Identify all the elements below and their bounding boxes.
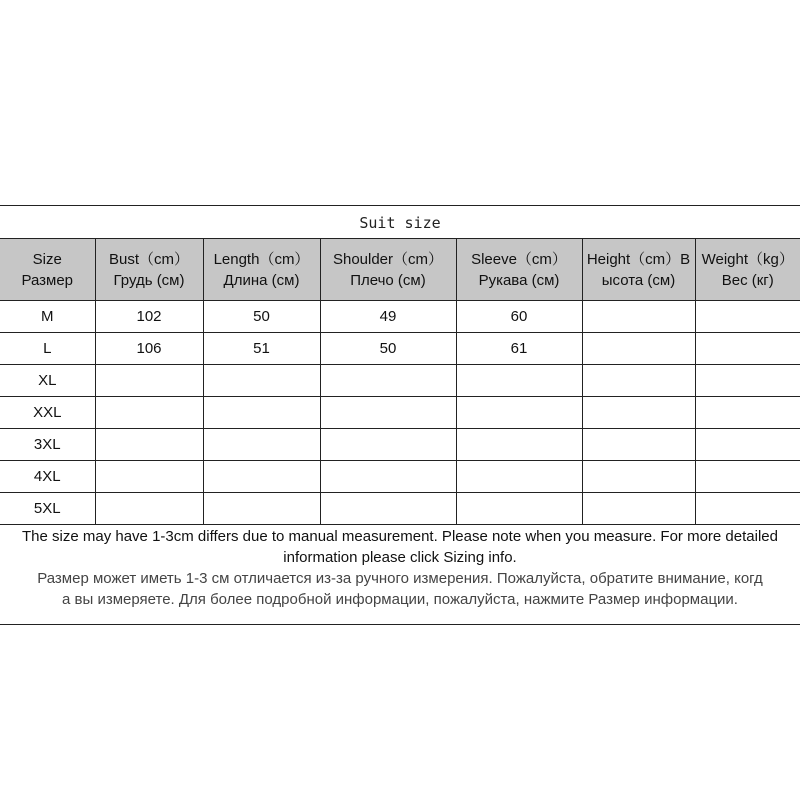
cell-shoulder <box>320 429 456 461</box>
measurement-note <box>0 526 800 610</box>
cell-sleeve <box>456 493 582 525</box>
note-russian-line2: а вы измеряете. Для более подробной информации, пожалуйста, нажмите Размер информации. <box>62 591 738 608</box>
cell-size: 4XL <box>0 461 95 493</box>
cell-bust: 102 <box>95 301 203 333</box>
cell-bust <box>95 461 203 493</box>
cell-bust <box>95 429 203 461</box>
cell-height <box>582 333 695 365</box>
cell-weight <box>695 333 800 365</box>
cell-weight <box>695 397 800 429</box>
header-bust: Bust（cm） Грудь (см) <box>95 239 203 301</box>
cell-sleeve <box>456 397 582 429</box>
cell-shoulder: 49 <box>320 301 456 333</box>
cell-length <box>203 461 320 493</box>
cell-size: 3XL <box>0 429 95 461</box>
size-chart <box>0 205 800 625</box>
cell-bust <box>95 397 203 429</box>
cell-size: XXL <box>0 397 95 429</box>
cell-weight <box>695 301 800 333</box>
cell-shoulder: 50 <box>320 333 456 365</box>
cell-shoulder <box>320 365 456 397</box>
cell-height <box>582 365 695 397</box>
table-row <box>0 429 800 461</box>
cell-bust <box>95 365 203 397</box>
chart-title: Suit size <box>359 214 441 232</box>
header-size: Size Размер <box>0 239 95 301</box>
header-row <box>0 239 800 301</box>
cell-size: L <box>0 333 95 365</box>
cell-length: 50 <box>203 301 320 333</box>
header-length: Length（cm） Длина (см) <box>203 239 320 301</box>
cell-shoulder <box>320 461 456 493</box>
cell-sleeve <box>456 461 582 493</box>
cell-size: M <box>0 301 95 333</box>
cell-height <box>582 301 695 333</box>
cell-length <box>203 365 320 397</box>
cell-sleeve <box>456 365 582 397</box>
cell-weight <box>695 429 800 461</box>
cell-weight <box>695 461 800 493</box>
cell-size: XL <box>0 365 95 397</box>
cell-height <box>582 397 695 429</box>
cell-length <box>203 493 320 525</box>
cell-length: 51 <box>203 333 320 365</box>
cell-height <box>582 461 695 493</box>
header-shoulder: Shoulder（cm） Плечо (см) <box>320 239 456 301</box>
cell-size: 5XL <box>0 493 95 525</box>
header-sleeve: Sleeve（cm） Рукава (см) <box>456 239 582 301</box>
cell-sleeve <box>456 429 582 461</box>
note-english: The size may have 1-3cm differs due to manual measurement. Please note when you measure. For more detailed information please click Sizing info. <box>22 528 778 566</box>
size-table <box>0 238 800 525</box>
header-weight: Weight（kg） Вес (кг) <box>695 239 800 301</box>
table-row <box>0 493 800 525</box>
cell-length <box>203 397 320 429</box>
table-row <box>0 365 800 397</box>
cell-bust <box>95 493 203 525</box>
cell-sleeve: 61 <box>456 333 582 365</box>
note-russian-line1: Размер может иметь 1-3 см отличается из-за ручного измерения. Пожалуйста, обратите внимание, когд <box>37 570 763 587</box>
cell-height <box>582 493 695 525</box>
table-row <box>0 461 800 493</box>
cell-length <box>203 429 320 461</box>
cell-weight <box>695 365 800 397</box>
cell-sleeve: 60 <box>456 301 582 333</box>
table-row <box>0 301 800 333</box>
cell-shoulder <box>320 493 456 525</box>
header-height: Height（cm）В ысота (см) <box>582 239 695 301</box>
cell-shoulder <box>320 397 456 429</box>
cell-height <box>582 429 695 461</box>
cell-weight <box>695 493 800 525</box>
cell-bust: 106 <box>95 333 203 365</box>
table-row <box>0 333 800 365</box>
table-row <box>0 397 800 429</box>
note-russian <box>0 568 800 610</box>
